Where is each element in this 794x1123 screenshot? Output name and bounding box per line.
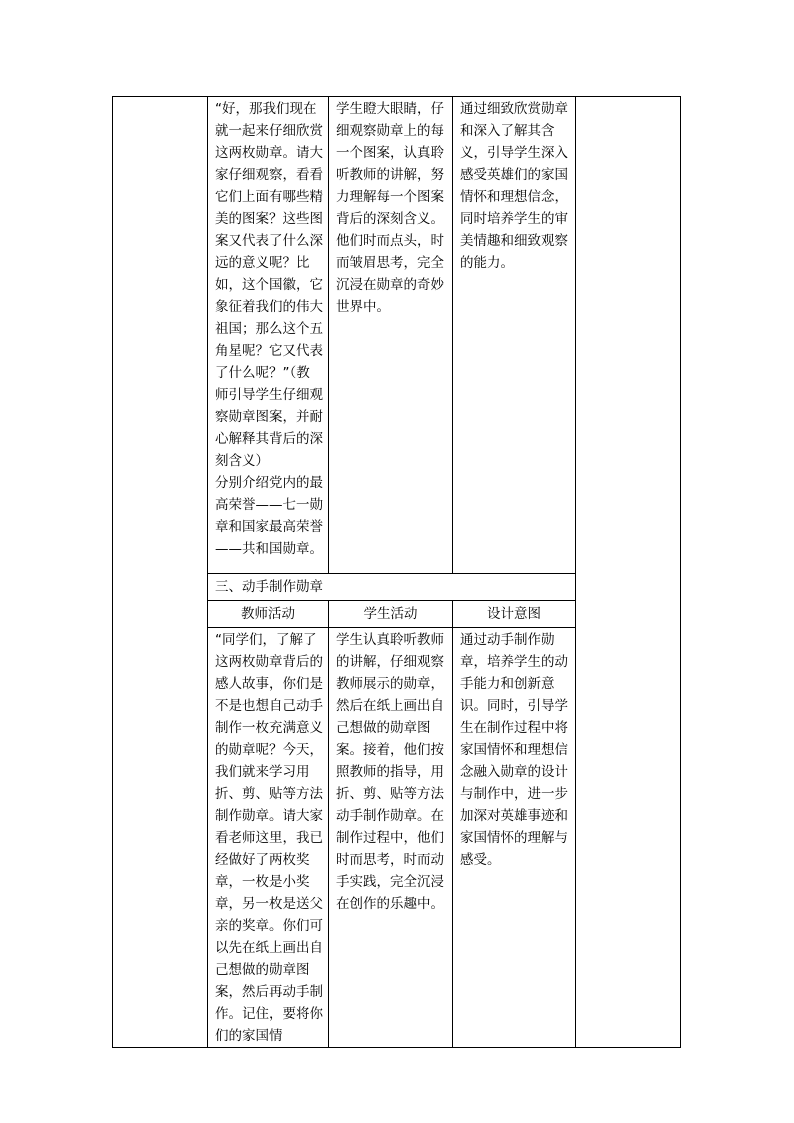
student-activity-text: 学生认真聆听教师的讲解，仔细观察教师展示的勋章，然后在纸上画出自己想做的勋章图案。接着，他们按照教师的指导，用折、剪、贴等方法动手制作勋章。在制作过程中，他们时而思考，时而动手实践，完全沉浸在创作的乐趣中。 [336, 632, 444, 912]
design-intent-cell [453, 97, 576, 574]
teacher-activity-text: “同学们，了解了这两枚勋章背后的感人故事，你们是不是也想自己动手制作一枚充满意义的勋章呢？今天，我们就来学习用折、剪、贴等方法制作勋章。请大家看老师这里，我已经做好了两枚奖章，一枚是小奖章，另一枚是送父亲的奖章。你们可以先在纸上画出自己想做的勋章图案，然后再动手制作。记住，要将你们的家国情 [215, 632, 323, 1044]
activity-row-appreciation [113, 97, 681, 574]
notes-column-cell [576, 97, 681, 1048]
section-title-cell [208, 574, 576, 601]
teacher-activity-cell [208, 628, 329, 1048]
student-activity-text: 学生瞪大眼睛，仔细观察勋章上的每一个图案，认真聆听教师的讲解，努力理解每一个图案背后的深刻含义。他们时而点头，时而皱眉思考，完全沉浸在勋章的奇妙世界中。 [336, 101, 444, 315]
design-intent-cell [453, 628, 576, 1048]
section-title: 三、动手制作勋章 [215, 579, 323, 595]
student-activity-cell [329, 97, 453, 574]
design-intent-text: 通过动手制作勋章，培养学生的动手能力和创新意识。同时，引导学生在制作过程中将家国情怀和理想信念融入勋章的设计与制作中，进一步加深对英雄事迹和家国情怀的理解与感受。 [460, 632, 568, 868]
header-design-cell [453, 601, 576, 628]
header-student: 学生活动 [363, 606, 418, 622]
stage-column-cell [113, 97, 208, 1048]
header-design: 设计意图 [487, 606, 541, 622]
header-student-cell [329, 601, 453, 628]
header-teacher: 教师活动 [241, 606, 295, 622]
design-intent-text: 通过细致欣赏勋章和深入了解其含义，引导学生深入感受英雄们的家国情怀和理想信念，同时培养学生的审美情趣和细致观察的能力。 [460, 101, 568, 271]
header-teacher-cell [208, 601, 329, 628]
student-activity-cell [329, 628, 453, 1048]
teacher-activity-cell [208, 97, 329, 574]
lesson-plan-table [112, 96, 681, 1048]
teacher-activity-text: “好，那我们现在就一起来仔细欣赏这两枚勋章。请大家仔细观察，看看它们上面有哪些精美的图案？这些图案又代表了什么深远的意义呢？比如，这个国徽，它象征着我们的伟大祖国；那么这个五角星呢？它又代表了什么呢？”（教师引导学生仔细观察勋章图案，并耐心解释其背后的深刻含义） 分别介绍党内的最高荣誉——七一勋章和国家最高荣誉——共和国勋章。 [215, 101, 323, 557]
